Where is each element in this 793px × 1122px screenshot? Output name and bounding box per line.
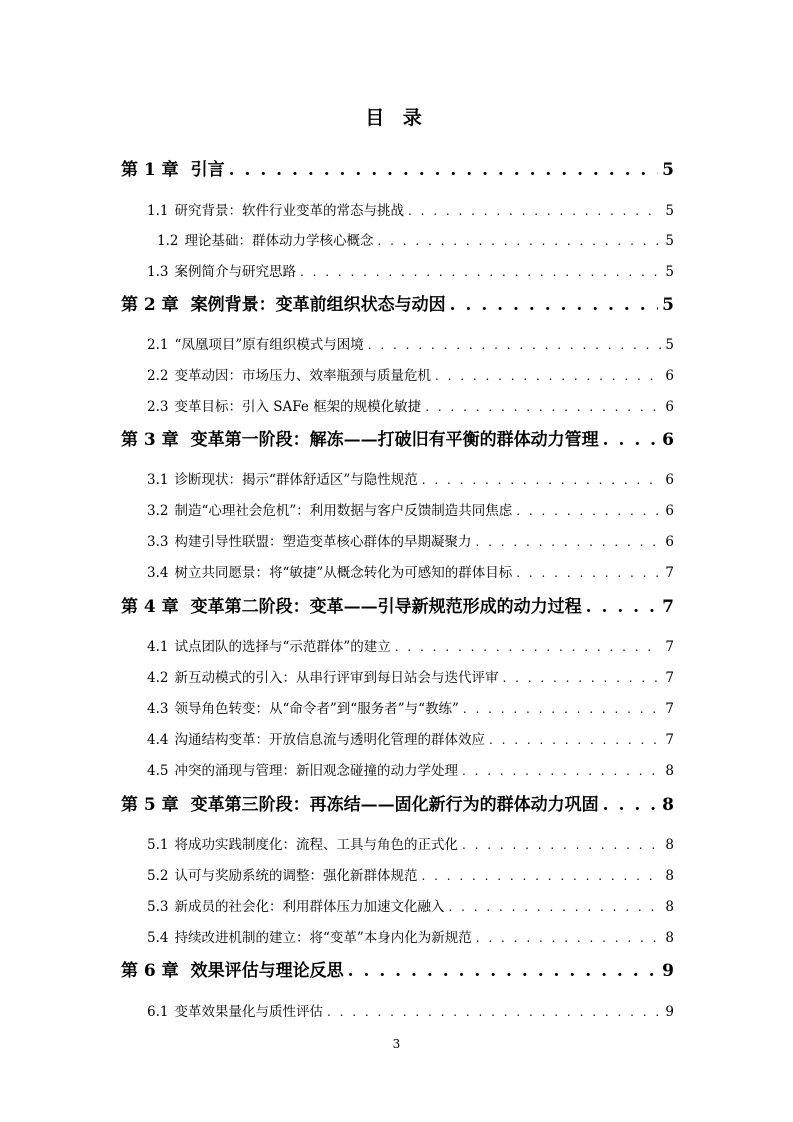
entry-page-number: 5 (665, 337, 674, 353)
toc-section-entry[interactable] (147, 500, 674, 522)
entry-number: 4.2 (147, 670, 169, 686)
entry-number: 2.1 (147, 337, 169, 353)
entry-title: 制造“心理社会危机”：利用数据与客户反馈制造共同焦虑 (174, 503, 513, 519)
dot-leader (229, 157, 658, 183)
toc-section-entry[interactable] (147, 261, 674, 283)
entry-page-number: 6 (662, 430, 674, 450)
entry-title: 效果评估与理论反思 (190, 961, 344, 981)
entry-title: 变革第一阶段：解冻——打破旧有平衡的群体动力管理 (190, 430, 599, 450)
entry-title: “凤凰项目”原有组织模式与困境 (174, 337, 364, 353)
toc-section-entry[interactable] (147, 469, 674, 491)
entry-number: 4.3 (147, 701, 169, 717)
entry-number: 5.2 (147, 868, 169, 884)
entry-number: 第 1 章 (121, 160, 179, 180)
entry-page-number: 6 (665, 534, 674, 550)
entry-title: 诊断现状：揭示“群体舒适区”与隐性规范 (174, 472, 418, 488)
dot-leader (425, 396, 661, 418)
entry-page-number: 6 (665, 503, 674, 519)
entry-page-number: 5 (665, 264, 674, 280)
entry-page-number: 7 (662, 597, 674, 617)
entry-title: 变革效果量化与质性评估 (174, 1004, 323, 1020)
entry-number: 1.2 (157, 233, 179, 249)
toc-section-entry[interactable] (147, 729, 674, 751)
dot-leader (489, 729, 661, 751)
entry-title: 构建引导性联盟：塑造变革核心群体的早期凝聚力 (174, 534, 472, 550)
entry-title: 认可与奖励系统的调整：强化新群体规范 (174, 868, 418, 884)
toc-section-entry[interactable] (147, 698, 674, 720)
entry-page-number: 5 (665, 233, 674, 249)
entry-page-number: 9 (662, 961, 674, 981)
page-number: 3 (392, 1037, 401, 1051)
entry-page-number: 6 (665, 399, 674, 415)
dot-leader (516, 500, 661, 522)
toc-chapter-entry[interactable] (121, 792, 674, 818)
dot-leader (368, 334, 662, 356)
entry-number: 3.1 (147, 472, 169, 488)
toc-section-entry[interactable] (147, 636, 674, 658)
entry-page-number: 7 (665, 732, 674, 748)
toc-section-entry[interactable] (147, 760, 674, 782)
dot-leader (603, 792, 658, 818)
entry-title: 新互动模式的引入：从串行评审到每日站会与迭代评审 (174, 670, 499, 686)
dot-leader (377, 230, 661, 252)
toc-section-entry[interactable] (147, 896, 674, 918)
entry-number: 5.4 (147, 930, 169, 946)
entry-number: 第 2 章 (121, 295, 179, 315)
dot-leader (462, 760, 661, 782)
entry-number: 4.4 (147, 732, 169, 748)
entry-page-number: 7 (665, 670, 674, 686)
toc-chapter-entry[interactable] (121, 594, 674, 620)
entry-number: 2.3 (147, 399, 169, 415)
toc-section-entry[interactable] (147, 667, 674, 689)
toc-section-entry[interactable] (147, 396, 674, 418)
entry-number: 4.1 (147, 639, 169, 655)
entry-number: 1.3 (147, 264, 169, 280)
entry-title: 冲突的涌现与管理：新旧观念碰撞的动力学处理 (174, 763, 458, 779)
dot-leader (462, 834, 661, 856)
entry-page-number: 5 (662, 160, 674, 180)
entry-title: 变革目标：引入 SAFe 框架的规模化敏捷 (174, 399, 422, 415)
entry-page-number: 6 (665, 472, 674, 488)
entry-title: 变革第二阶段：变革——引导新规范形成的动力过程 (190, 597, 582, 617)
toc-chapter-entry[interactable] (121, 157, 674, 183)
entry-page-number: 5 (662, 295, 674, 315)
entry-number: 第 3 章 (121, 430, 179, 450)
entry-number: 第 6 章 (121, 961, 179, 981)
entry-title: 理论基础：群体动力学核心概念 (184, 233, 374, 249)
toc-section-entry[interactable] (147, 334, 674, 356)
entry-page-number: 7 (665, 565, 674, 581)
toc-section-entry[interactable] (147, 365, 674, 387)
dot-leader (450, 292, 658, 318)
dot-leader (463, 698, 662, 720)
dot-leader (300, 261, 661, 283)
entry-number: 5.3 (147, 899, 169, 915)
entry-number: 第 4 章 (121, 597, 179, 617)
entry-page-number: 8 (665, 868, 674, 884)
entry-title: 案例背景：变革前组织状态与动因 (190, 295, 446, 315)
entry-title: 试点团队的选择与“示范群体”的建立 (174, 639, 391, 655)
entry-title: 新成员的社会化：利用群体压力加速文化融入 (174, 899, 445, 915)
entry-title: 引言 (190, 160, 225, 180)
entry-page-number: 7 (665, 701, 674, 717)
toc-title: 目 录 (365, 107, 428, 129)
toc-section-entry[interactable] (147, 834, 674, 856)
dot-leader (408, 200, 661, 222)
entry-number: 3.4 (147, 565, 169, 581)
entry-title: 案例简介与研究思路 (174, 264, 296, 280)
dot-leader (475, 531, 661, 553)
entry-page-number: 8 (665, 930, 674, 946)
dot-leader (395, 636, 662, 658)
entry-title: 领导角色转变：从“命令者”到“服务者”与“教练” (174, 701, 459, 717)
dot-leader (516, 562, 661, 584)
toc-section-entry[interactable] (147, 200, 674, 222)
toc-chapter-entry[interactable] (121, 427, 674, 453)
entry-number: 5.1 (147, 837, 169, 853)
entry-page-number: 8 (662, 795, 674, 815)
entry-title: 将成功实践制度化：流程、工具与角色的正式化 (174, 837, 458, 853)
dot-leader (586, 594, 658, 620)
dot-leader (422, 469, 662, 491)
entry-page-number: 8 (665, 837, 674, 853)
toc-section-entry[interactable] (157, 230, 674, 252)
entry-title: 持续改进机制的建立：将“变革”本身内化为新规范 (174, 930, 472, 946)
entry-page-number: 8 (665, 763, 674, 779)
dot-leader (421, 865, 661, 887)
entry-title: 变革动因：市场压力、效率瓶颈与质量危机 (174, 368, 431, 384)
dot-leader (476, 927, 662, 949)
dot-leader (327, 1001, 661, 1023)
toc-section-entry[interactable] (147, 531, 674, 553)
dot-leader (348, 958, 658, 984)
entry-number: 1.1 (147, 203, 169, 219)
entry-title: 研究背景：软件行业变革的常态与挑战 (174, 203, 404, 219)
toc-section-entry[interactable] (147, 562, 674, 584)
entry-number: 6.1 (147, 1004, 169, 1020)
entry-number: 第 5 章 (121, 795, 179, 815)
entry-title: 变革第三阶段：再冻结——固化新行为的群体动力巩固 (190, 795, 599, 815)
toc-chapter-entry[interactable] (121, 958, 674, 984)
dot-leader (603, 427, 658, 453)
toc-section-entry[interactable] (147, 927, 674, 949)
entry-page-number: 8 (665, 899, 674, 915)
entry-page-number: 7 (665, 639, 674, 655)
entry-page-number: 5 (665, 203, 674, 219)
dot-leader (502, 667, 661, 689)
entry-number: 4.5 (147, 763, 169, 779)
entry-number: 2.2 (147, 368, 169, 384)
entry-title: 沟通结构变革：开放信息流与透明化管理的群体效应 (174, 732, 485, 748)
entry-number: 3.2 (147, 503, 169, 519)
dot-leader (435, 365, 661, 387)
entry-number: 3.3 (147, 534, 169, 550)
toc-chapter-entry[interactable] (121, 292, 674, 318)
entry-page-number: 6 (665, 368, 674, 384)
toc-section-entry[interactable] (147, 1001, 674, 1023)
toc-section-entry[interactable] (147, 865, 674, 887)
entry-title: 树立共同愿景：将“敏捷”从概念转化为可感知的群体目标 (174, 565, 513, 581)
entry-page-number: 9 (665, 1004, 674, 1020)
dot-leader (448, 896, 661, 918)
